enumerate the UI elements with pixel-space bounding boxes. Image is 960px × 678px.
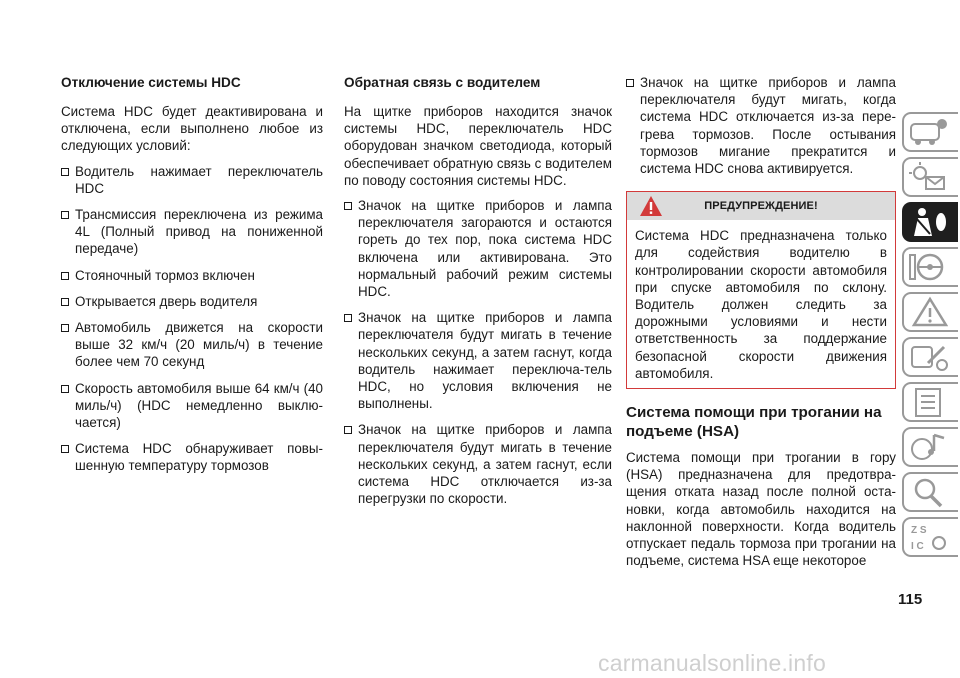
warning-lights-icon [908,161,948,193]
svg-text:I C: I C [911,541,924,552]
tab-specifications[interactable] [902,382,958,422]
tab-safety[interactable] [902,202,958,242]
list-item: Система HDC обнаруживает повы-шенную температуру тормозов [61,440,323,474]
chapter-tabs [902,112,960,562]
list-item: Значок на щитке приборов и лампа переключателя будут мигать в течение нескольких секунд, а затем гаснут, когда водитель нажимает переключа-тель HDC, но условия включения не выполнены. [344,309,612,412]
tab-index[interactable] [902,472,958,512]
tab-emergency[interactable] [902,292,958,332]
warning-triangle-icon [639,195,663,217]
feedback-list [344,197,612,507]
road-warning-icon [908,296,948,328]
section-heading-feedback: Обратная связь с водителем [344,75,541,90]
car-info-icon [908,116,948,148]
list-item: Значок на щитке приборов и лампа переключателя будут мигать в течение нескольких секунд, а затем гаснут, если система HDC отключается из-за перегрузки по скорости. [344,421,612,507]
section-heading-hsa: Система помощи при трогании на подъеме (HSA) [626,404,882,441]
column-middle [344,74,612,516]
list-item: Открывается дверь водителя [61,293,323,310]
service-tools-icon [908,341,948,373]
search-index-icon [908,476,948,508]
list-item: Значок на щитке приборов и лампа переключателя будут мигать, когда система HDC отключается из-за пере-грева тормозов. После остывания тормозов мигание прекратится и система HDC снова активируется. [626,74,896,177]
watermark: carmanualsonline.info [598,650,826,676]
list-item: Автомобиль движется на скорости выше 32 км/ч (20 миль/ч) в течение более чем 70 секунд [61,319,323,371]
list-item: Стояночный тормоз включен [61,267,323,284]
tab-service[interactable] [902,337,958,377]
section-heading-hdc-off: Отключение системы HDC [61,75,241,90]
column-right [626,74,896,577]
page-number: 115 [898,591,923,608]
language-index-icon [908,521,948,553]
tab-multimedia[interactable] [902,427,958,467]
intro-paragraph: Система HDC будет деактивирована и отключена, если выполнено любое из следующих условий: [61,104,323,154]
warning-header [627,192,895,220]
tab-car-info[interactable] [902,112,958,152]
multimedia-icon [908,431,948,463]
seatbelt-airbag-icon [908,206,948,238]
tab-driving[interactable] [902,247,958,287]
warning-body [627,220,895,388]
tab-warning-lights[interactable] [902,157,958,197]
list-item: Водитель нажимает переключатель HDC [61,163,323,197]
checklist-icon [908,386,948,418]
warning-text: Система HDC предназначена только для содействия водителю в контролировании скорости автомобиля при спуске автомобиля по склону. Водитель должен следить за дорожными условиями и нести ответственность за поддержание безопасной скорости движения автомобиля. [635,228,887,381]
column-left [61,74,323,484]
feedback-paragraph: На щитке приборов находится значок системы HDC, переключатель HDC оборудован значком светодиода, который обеспечивает обратную связь с водителем по поводу состояния системы HDC. [344,104,612,188]
list-item: Трансмиссия переключена из режима 4L (Полный привод на пониженной передаче) [61,206,323,258]
hsa-paragraph: Система помощи при трогании в гору (HSA) предназначена для предотвра-щения отката назад после полной оста-новки, когда автомобиль находится на наклонной поверхности. Когда водитель отпускает педаль тормоза при трогании на подъеме, система HSA еще некоторое [626,450,896,569]
svg-text:Z S: Z S [911,525,927,536]
tab-languages[interactable] [902,517,958,557]
steering-wheel-icon [908,251,948,283]
list-item: Скорость автомобиля выше 64 км/ч (40 миль/ч) (HDC немедленно выклю-чается) [61,380,323,432]
conditions-list [61,163,323,475]
list-item: Значок на щитке приборов и лампа переключателя загораются и остаются гореть до тех пор, пока система HDC включена или активирована. Это нормальный рабочий режим системы HDC. [344,197,612,300]
feedback-list-continued [626,74,896,177]
warning-title: ПРЕДУПРЕЖДЕНИЕ! [704,199,818,212]
warning-box [626,191,896,389]
